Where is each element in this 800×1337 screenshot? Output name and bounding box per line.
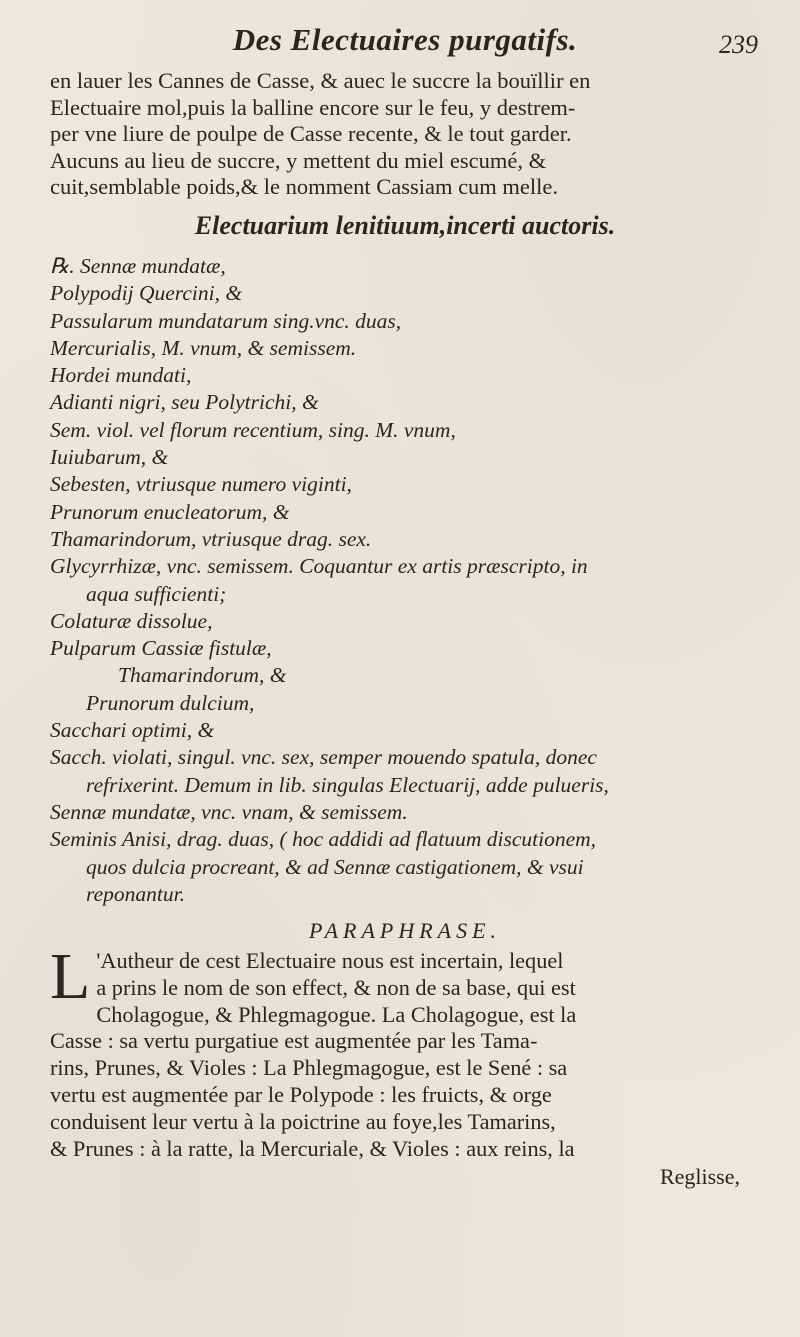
recipe-line: Adianti nigri, seu Polytrichi, & <box>50 390 319 415</box>
recipe-line: Colaturæ dissolue, <box>50 608 213 633</box>
recipe-line: Sacchari optimi, & <box>50 718 215 743</box>
text-line: Aucuns au lieu de succre, y mettent du miel escumé, & <box>50 147 547 173</box>
recipe-line: Sennæ mundatæ, vnc. vnam, & semissem. <box>50 799 408 824</box>
recipe-line: Passularum mundatarum sing.vnc. duas, <box>50 308 402 333</box>
text-line: per vne liure de poulpe de Casse recente, & le tout garder. <box>50 121 572 147</box>
drop-cap: L <box>50 940 91 1014</box>
text-line: vertu est augmentée par le Polypode : les fruicts, & orge <box>50 1082 552 1108</box>
recipe-title: Electuarium lenitiuum,incerti auctoris. <box>194 210 616 240</box>
text-line: cuit,semblable poids,& le nomment Cassiam cum melle. <box>50 174 559 200</box>
text-line: 'Autheur de cest Electuaire nous est incertain, lequel <box>96 948 564 974</box>
recipe-line: refrixerint. Demum in lib. singulas Electuarij, adde pulueris, <box>86 772 609 797</box>
text-line: rins, Prunes, & Violes : La Phlegmagogue, est le Sené : sa <box>50 1055 568 1081</box>
intro-paragraph <box>50 68 760 201</box>
recipe-line: Polypodij Quercini, & <box>50 281 243 306</box>
recipe-line: Sem. viol. vel florum recentium, sing. M. vnum, <box>50 417 456 442</box>
paraphrase-heading: PARAPHRASE. <box>308 918 502 944</box>
recipe-line: Mercurialis, M. vnum, & semissem. <box>50 335 357 360</box>
text-line: conduisent leur vertu à la poictrine au foye,les Tamarins, <box>50 1108 556 1134</box>
recipe-line: Thamarindorum, & <box>118 663 287 688</box>
recipe-line: Thamarindorum, vtriusque drag. sex. <box>50 526 372 551</box>
recipe-line: Prunorum enucleatorum, & <box>50 499 290 524</box>
recipe-line: Pulparum Cassiæ fistulæ, <box>50 636 272 661</box>
recipe-line: Sacch. violati, singul. vnc. sex, semper mouendo spatula, donec <box>50 745 597 770</box>
recipe-line: Prunorum dulcium, <box>86 690 255 715</box>
text-line: Casse : sa vertu purgatiue est augmentée par les Tama- <box>50 1028 538 1054</box>
text-line: Cholagogue, & Phlegmagogue. La Cholagogue, est la <box>96 1001 577 1027</box>
recipe-line: quos dulcia procreant, & ad Sennæ castigationem, & vsui <box>86 854 584 879</box>
catchword: Reglisse, <box>659 1164 740 1190</box>
recipe-line: aqua sufficienti; <box>86 581 227 606</box>
recipe-list <box>50 253 760 908</box>
recipe-line: Sebesten, vtriusque numero viginti, <box>50 472 352 497</box>
recipe-line: Glycyrrhizæ, vnc. semissem. Coquantur ex artis præscripto, in <box>50 554 588 579</box>
recipe-line: Hordei mundati, <box>50 363 192 388</box>
text-line: a prins le nom de son effect, & non de sa base, qui est <box>96 974 576 1000</box>
running-title: Des Electuaires purgatifs. <box>232 22 578 57</box>
paraphrase-paragraph <box>50 940 760 1162</box>
running-head <box>50 22 760 68</box>
recipe-line: Seminis Anisi, drag. duas, ( hoc addidi ad flatuum discutionem, <box>50 827 597 852</box>
text-line: Electuaire mol,puis la balline encore sur le feu, y destrem- <box>50 94 576 120</box>
recipe-line: Iuiubarum, & <box>50 445 169 470</box>
text-line: en lauer les Cannes de Casse, & auec le succre la bouïllir en <box>50 68 591 93</box>
text-line: & Prunes : à la ratte, la Mercuriale, & Violes : aux reins, la <box>50 1135 575 1161</box>
page-number: 239 <box>719 30 758 59</box>
recipe-line: reponantur. <box>86 881 185 906</box>
recipe-line: ℞. Sennæ mundatæ, <box>50 253 226 278</box>
